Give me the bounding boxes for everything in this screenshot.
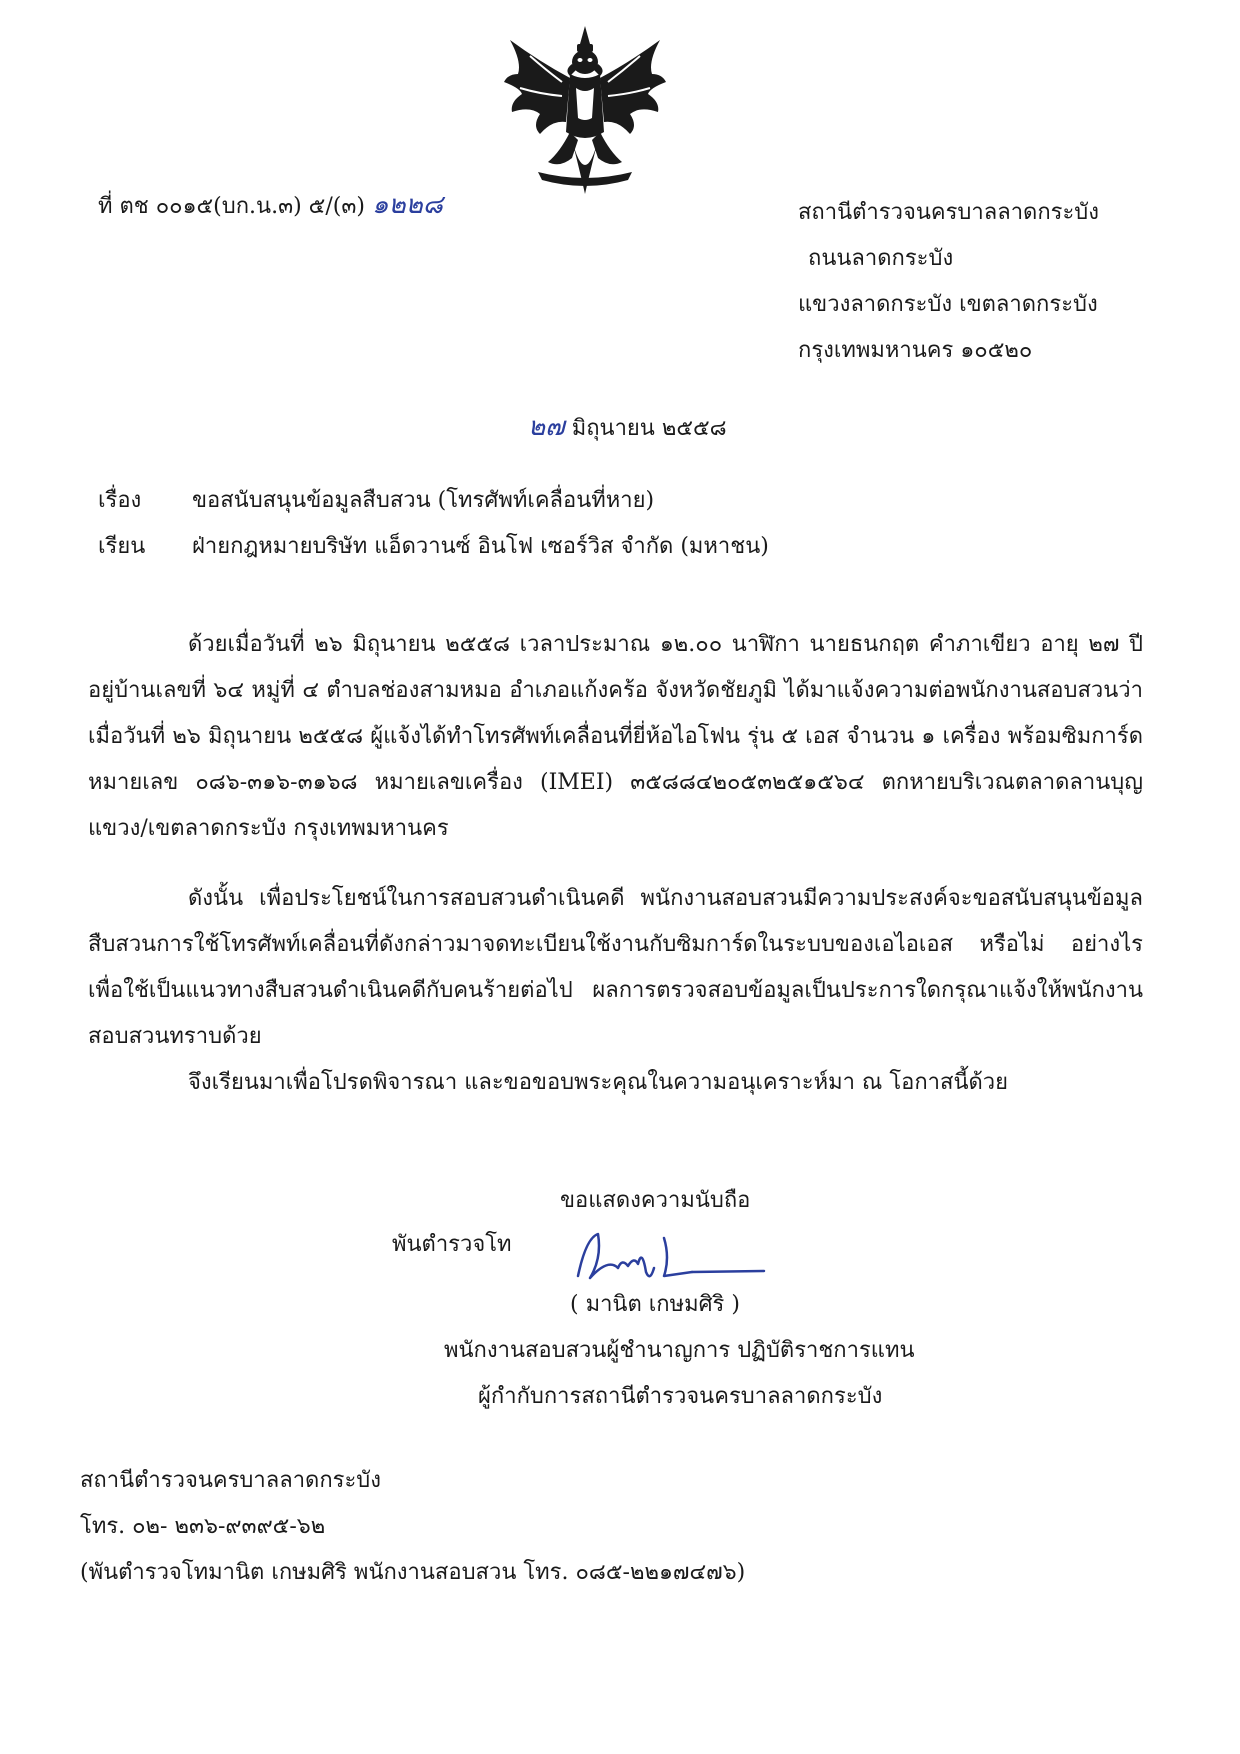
paragraph-3-text: จึงเรียนมาเพื่อโปรดพิจารณา และขอขอบพระคุณในความอนุเคราะห์มา ณ โอกาสนี้ด้วย xyxy=(188,1070,1009,1095)
subject-label: เรื่อง xyxy=(98,488,142,513)
closing-phrase: ขอแสดงความนับถือ xyxy=(560,1188,751,1213)
body-paragraph-1 xyxy=(88,622,1143,852)
reference-number xyxy=(98,190,443,221)
date-month-year: มิถุนายน ๒๕๕๘ xyxy=(571,416,727,441)
body-paragraph-2 xyxy=(88,876,1143,1060)
sender-address-line-4: กรุงเทพมหานคร ๑๐๕๒๐ xyxy=(798,338,1033,363)
signer-position-1: พนักงานสอบสวนผู้ชำนาญการ ปฏิบัติราชการแทน xyxy=(444,1338,915,1363)
signer-position-2: ผู้กำกับการสถานีตำรวจนครบาลลาดกระบัง xyxy=(478,1384,883,1409)
body-paragraph-3 xyxy=(88,1060,1143,1106)
reference-prefix: ที่ ตช ๐๐๑๕(บก.น.๓) ๕/(๓) xyxy=(98,194,365,219)
paragraph-2-text: ดังนั้น เพื่อประโยชน์ในการสอบสวนดำเนินคดี พนักงานสอบสวนมีความประสงค์จะขอสนับสนุนข้อมูลสืบสวนการใช้โทรศัพท์เคลื่อนที่ดังกล่าวมาจดทะเบียนใช้งานกับซิมการ์ดในระบบของเอไอเอส หรือไม่ อย่างไร เพื่อใช้เป็นแนวทางสืบสวนดำเนินคดีกับคนร้ายต่อไป ผลการตรวจสอบข้อมูลเป็นประการใดกรุณาแจ้งให้พนักงานสอบสวนทราบด้วย xyxy=(88,886,1143,1049)
to-text: ฝ่ายกฎหมายบริษัท แอ็ดวานซ์ อินโฟ เซอร์วิส จำกัด (มหาชน) xyxy=(192,534,769,559)
sender-address-line-1: สถานีตำรวจนครบาลลาดกระบัง xyxy=(798,200,1099,225)
paragraph-1-text: ด้วยเมื่อวันที่ ๒๖ มิถุนายน ๒๕๕๘ เวลาประมาณ ๑๒.๐๐ นาฬิกา นายธนกฤต คำภาเขียว อายุ ๒๗ ปี อยู่บ้านเลขที่ ๖๔ หมู่ที่ ๔ ตำบลช่องสามหมอ อำเภอแก้งคร้อ จังหวัดชัยภูมิ ได้มาแจ้งความต่อพนักงานสอบสวนว่า เมื่อวันที่ ๒๖ มิถุนายน ๒๕๕๘ ผู้แจ้งได้ทำโทรศัพท์เคลื่อนที่ยี่ห้อไอโฟน รุ่น ๕ เอส จำนวน ๑ เครื่อง พร้อมซิมการ์ด หมายเลข ๐๘๖-๓๑๖-๓๑๖๘ หมายเลขเครื่อง (IMEI) ๓๕๘๘๔๒๐๕๓๒๕๑๕๖๔ ตกหายบริเวณตลาดลานบุญ แขวง/เขตลาดกระบัง กรุงเทพมหานคร xyxy=(88,632,1143,841)
footer-line-1: สถานีตำรวจนครบาลลาดกระบัง xyxy=(80,1468,381,1493)
sender-address-line-3: แขวงลาดกระบัง เขตลาดกระบัง xyxy=(798,292,1098,317)
handwritten-signature-icon xyxy=(568,1228,768,1288)
signer-name: ( มานิต เกษมศิริ ) xyxy=(570,1292,740,1317)
subject-text: ขอสนับสนุนข้อมูลสืบสวน (โทรศัพท์เคลื่อนที่หาย) xyxy=(192,488,655,513)
letter-date xyxy=(528,412,727,443)
reference-number-handwritten: ๑๒๒๘ xyxy=(371,190,443,220)
date-day-handwritten: ๒๗ xyxy=(528,412,565,442)
sender-address-line-2: ถนนลาดกระบัง xyxy=(808,246,954,271)
footer-line-2: โทร. ๐๒- ๒๓๖-๙๓๙๕-๖๒ xyxy=(80,1514,326,1539)
signer-rank: พันตำรวจโท xyxy=(392,1232,512,1257)
to-label: เรียน xyxy=(98,534,146,559)
garuda-emblem-icon xyxy=(500,22,670,202)
footer-line-3: (พันตำรวจโทมานิต เกษมศิริ พนักงานสอบสวน โทร. ๐๘๕-๒๒๑๗๔๗๖) xyxy=(80,1560,746,1585)
